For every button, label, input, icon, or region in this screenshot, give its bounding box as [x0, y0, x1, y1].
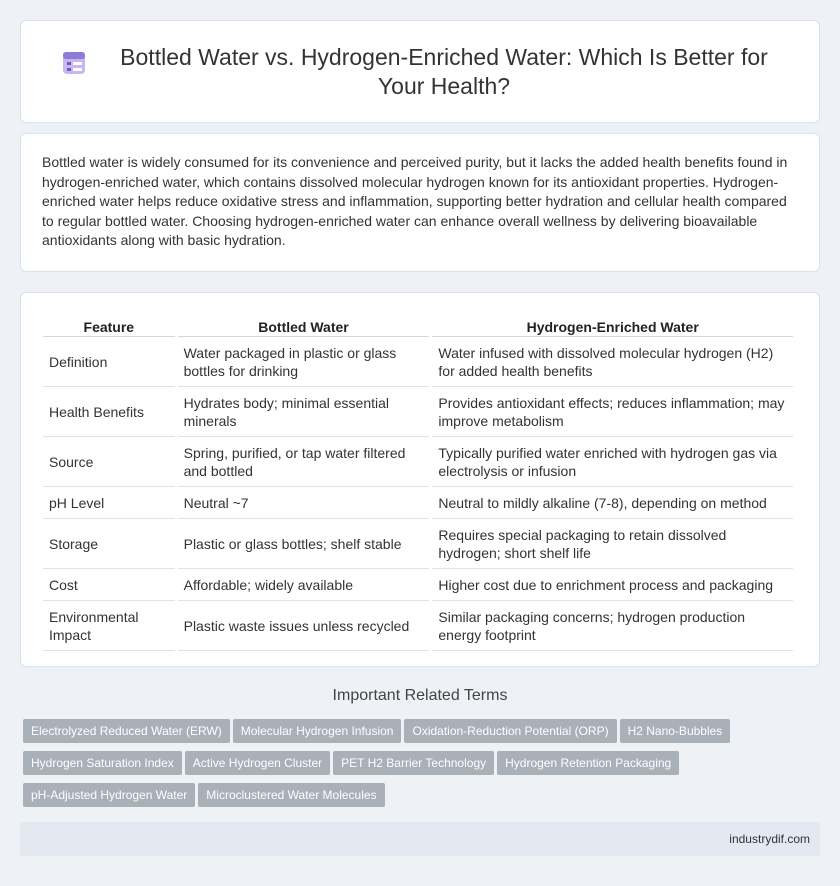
column-header-hydrogen-water: Hydrogen-Enriched Water: [432, 314, 793, 337]
hydrogen-water-cell: Water infused with dissolved molecular hydrogen (H2) for added health benefits: [432, 337, 793, 387]
title-card: [20, 20, 820, 123]
footer-site-link[interactable]: industrydif.com: [729, 832, 810, 846]
comparison-table-card: [20, 292, 820, 667]
table-row: [43, 437, 793, 487]
intro-card: [20, 133, 820, 272]
bottled-water-cell: Plastic or glass bottles; shelf stable: [178, 519, 430, 569]
table-row: [43, 519, 793, 569]
title-row: [60, 43, 780, 101]
related-terms-list: [23, 719, 823, 815]
hydrogen-water-cell: Requires special packaging to retain dissolved hydrogen; short shelf life: [432, 519, 793, 569]
table-row: [43, 387, 793, 437]
related-term-tag[interactable]: PET H2 Barrier Technology: [333, 751, 494, 775]
related-term-tag[interactable]: Microclustered Water Molecules: [198, 783, 384, 807]
hydrogen-water-cell: Neutral to mildly alkaline (7-8), depending on method: [432, 487, 793, 519]
intro-paragraph: Bottled water is widely consumed for its convenience and perceived purity, but it lacks the added health benefits found in hydrogen-enriched water, which contains dissolved molecular hydrogen known for its antioxidant properties. Hydrogen-enriched water helps reduce oxidative stress and inflammation, supporting better hydration and cellular health compared to regular bottled water. Choosing hydrogen-enriched water can enhance overall wellness by delivering bioavailable antioxidants along with basic hydration.: [42, 154, 788, 249]
bottled-water-cell: Water packaged in plastic or glass bottles for drinking: [178, 337, 430, 387]
column-header-bottled-water: Bottled Water: [178, 314, 430, 337]
table-row: [43, 601, 793, 651]
feature-cell: Storage: [43, 519, 175, 569]
feature-cell: Environmental Impact: [43, 601, 175, 651]
bottled-water-cell: Neutral ~7: [178, 487, 430, 519]
table-row: [43, 337, 793, 387]
feature-cell: pH Level: [43, 487, 175, 519]
related-term-tag[interactable]: Oxidation-Reduction Potential (ORP): [404, 719, 616, 743]
feature-cell: Definition: [43, 337, 175, 387]
related-terms-heading: Important Related Terms: [332, 687, 508, 704]
table-header-row: [43, 314, 793, 337]
hydrogen-water-cell: Similar packaging concerns; hydrogen production energy footprint: [432, 601, 793, 651]
bottled-water-cell: Hydrates body; minimal essential minerals: [178, 387, 430, 437]
bottled-water-cell: Affordable; widely available: [178, 569, 430, 601]
related-term-tag[interactable]: Hydrogen Saturation Index: [23, 751, 182, 775]
table-row: [43, 569, 793, 601]
hydrogen-water-cell: Provides antioxidant effects; reduces inflammation; may improve metabolism: [432, 387, 793, 437]
related-term-tag[interactable]: Active Hydrogen Cluster: [185, 751, 330, 775]
feature-cell: Health Benefits: [43, 387, 175, 437]
related-term-tag[interactable]: Molecular Hydrogen Infusion: [233, 719, 402, 743]
related-term-tag[interactable]: Hydrogen Retention Packaging: [497, 751, 679, 775]
feature-cell: Cost: [43, 569, 175, 601]
feature-cell: Source: [43, 437, 175, 487]
hydrogen-water-cell: Typically purified water enriched with hydrogen gas via electrolysis or infusion: [432, 437, 793, 487]
bottled-water-cell: Plastic waste issues unless recycled: [178, 601, 430, 651]
footer: [20, 822, 820, 856]
table-row: [43, 487, 793, 519]
comparison-table: [40, 314, 796, 651]
hydrogen-water-cell: Higher cost due to enrichment process and packaging: [432, 569, 793, 601]
related-term-tag[interactable]: Electrolyzed Reduced Water (ERW): [23, 719, 230, 743]
table-icon: [60, 49, 88, 77]
page-title: Bottled Water vs. Hydrogen-Enriched Water: Which Is Better for Your Health?: [120, 43, 768, 99]
related-term-tag[interactable]: H2 Nano-Bubbles: [620, 719, 731, 743]
column-header-feature: Feature: [43, 314, 175, 337]
related-term-tag[interactable]: pH-Adjusted Hydrogen Water: [23, 783, 195, 807]
bottled-water-cell: Spring, purified, or tap water filtered and bottled: [178, 437, 430, 487]
